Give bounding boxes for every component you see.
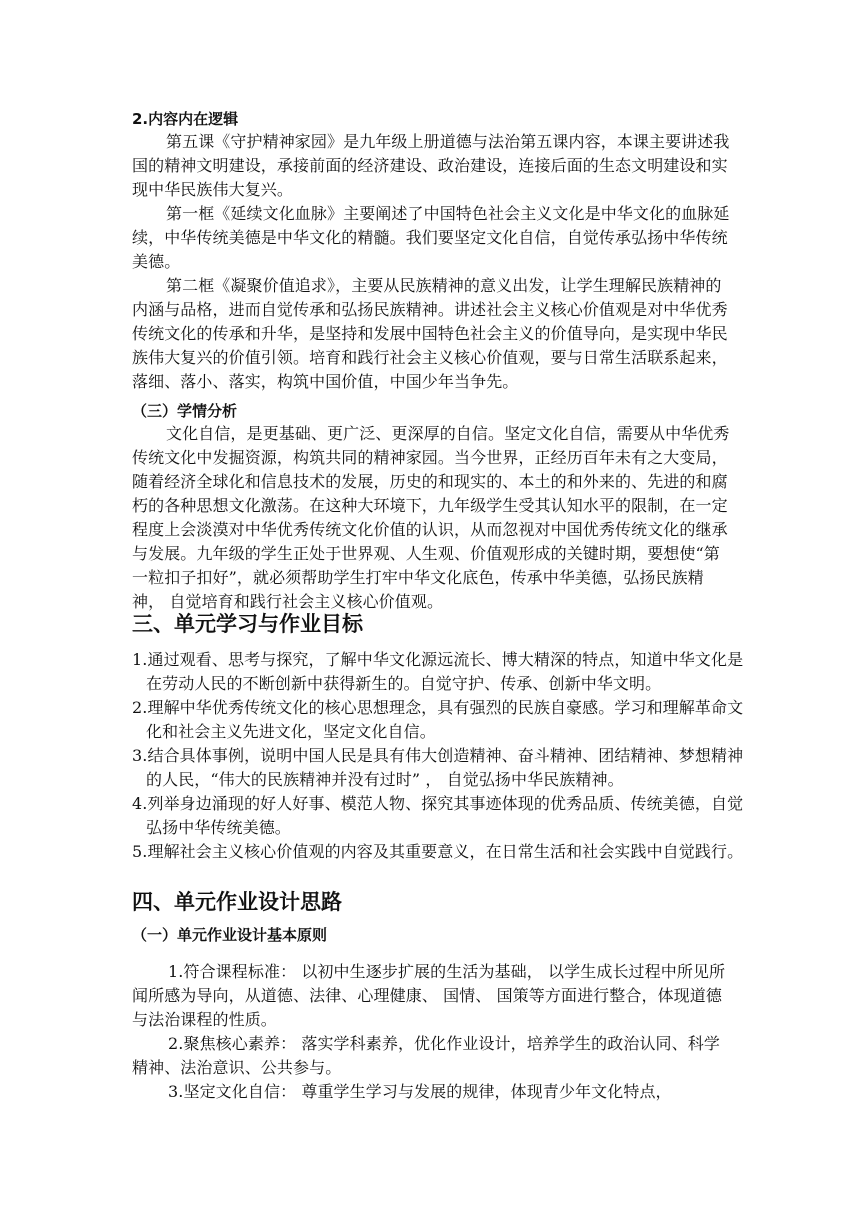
section-heading-design: 四、单元作业设计思路 xyxy=(132,890,342,914)
goal-item-3: 3.结合具体事例，说明中国人民是具有伟大创造精神、奋斗精神、团结精神、梦想精神的人民，“伟大的民族精神并没有过时” ， 自觉弘扬中华民族精神。 xyxy=(132,746,744,789)
goal-item-5: 5.理解社会主义核心价值观的内容及其重要意义，在日常生活和社会实践中自觉践行。 xyxy=(132,842,744,861)
principle-item-3: 3.坚定文化自信： 尊重学生学习与发展的规律，体现青少年文化特点， xyxy=(168,1082,672,1101)
paragraph-learner-analysis: 文化自信，是更基础、更广泛、更深厚的自信。坚定文化自信，需要从中华优秀传统文化中发掘资源，构筑共同的精神家园。当今世界，正经历百年未有之大变局，随着经济全球化和信息技术的发展，历史的和现实的、本土的和外来的、先进的和腐朽的各种思想文化激荡。在这种大环境下，九年级学生受其认知水平的限制，在一定程度上会淡漠对中华优秀传统文化价值的认识，从而忽视对中国优秀传统文化的继承与发展。九年级的学生正处于世界观、人生观、价值观形成的关键时期，要想使“第一粒扣子扣好”，就必须帮助学生打牢中华文化底色，传承中华美德，弘扬民族精神， 自觉培育和践行社会主义核心价值观。 xyxy=(132,424,730,611)
principle-item-1: 1.符合课程标准： 以初中生逐步扩展的生活为基础， 以学生成长过程中所见所闻所感为导向，从道德、法律、心理健康、 国情、 国策等方面进行整合，体现道德与法治课程的性质。 xyxy=(132,962,726,1029)
section-heading-goals: 三、单元学习与作业目标 xyxy=(132,612,363,636)
principle-item-2: 2.聚焦核心素养： 落实学科素养，优化作业设计，培养学生的政治认同、科学精神、法治意识、公共参与。 xyxy=(132,1034,720,1077)
goal-item-2: 2.理解中华优秀传统文化的核心思想理念，具有强烈的民族自豪感。学习和理解革命文化和社会主义先进文化，坚定文化自信。 xyxy=(132,698,744,741)
paragraph-frame-one: 第一框《延续文化血脉》主要阐述了中国特色社会主义文化是中华文化的血脉延续，中华传统美德是中华文化的精髓。我们要坚定文化自信，自觉传承弘扬中华传统美德。 xyxy=(132,204,730,271)
goal-item-1: 1.通过观看、思考与探究，了解中华文化源远流长、博大精深的特点，知道中华文化是在劳动人民的不断创新中获得新生的。自觉守护、传承、创新中华文明。 xyxy=(132,650,744,693)
section-heading-content-logic: 2.内容内在逻辑 xyxy=(132,110,239,128)
goal-item-4: 4.列举身边涌现的好人好事、模范人物、探究其事迹体现的优秀品质、传统美德，自觉弘扬中华传统美德。 xyxy=(132,794,744,837)
paragraph-lesson-five: 第五课《守护精神家园》是九年级上册道德与法治第五课内容，本课主要讲述我国的精神文明建设，承接前面的经济建设、政治建设，连接后面的生态文明建设和实现中华民族伟大复兴。 xyxy=(132,132,730,199)
section-heading-learner-analysis: （三）学情分析 xyxy=(132,402,238,420)
paragraph-frame-two: 第二框《凝聚价值追求》，主要从民族精神的意义出发，让学生理解民族精神的内涵与品格，进而自觉传承和弘扬民族精神。讲述社会主义核心价值观是对中华优秀传统文化的传承和升华，是坚持和发展中国特色社会主义的价值导向，是实现中华民族伟大复兴的价值引领。培育和践行社会主义核心价值观，要与日常生活联系起来，落细、落小、落实，构筑中国价值，中国少年当争先。 xyxy=(132,276,728,391)
subsection-heading-principles: （一）单元作业设计基本原则 xyxy=(132,926,328,944)
